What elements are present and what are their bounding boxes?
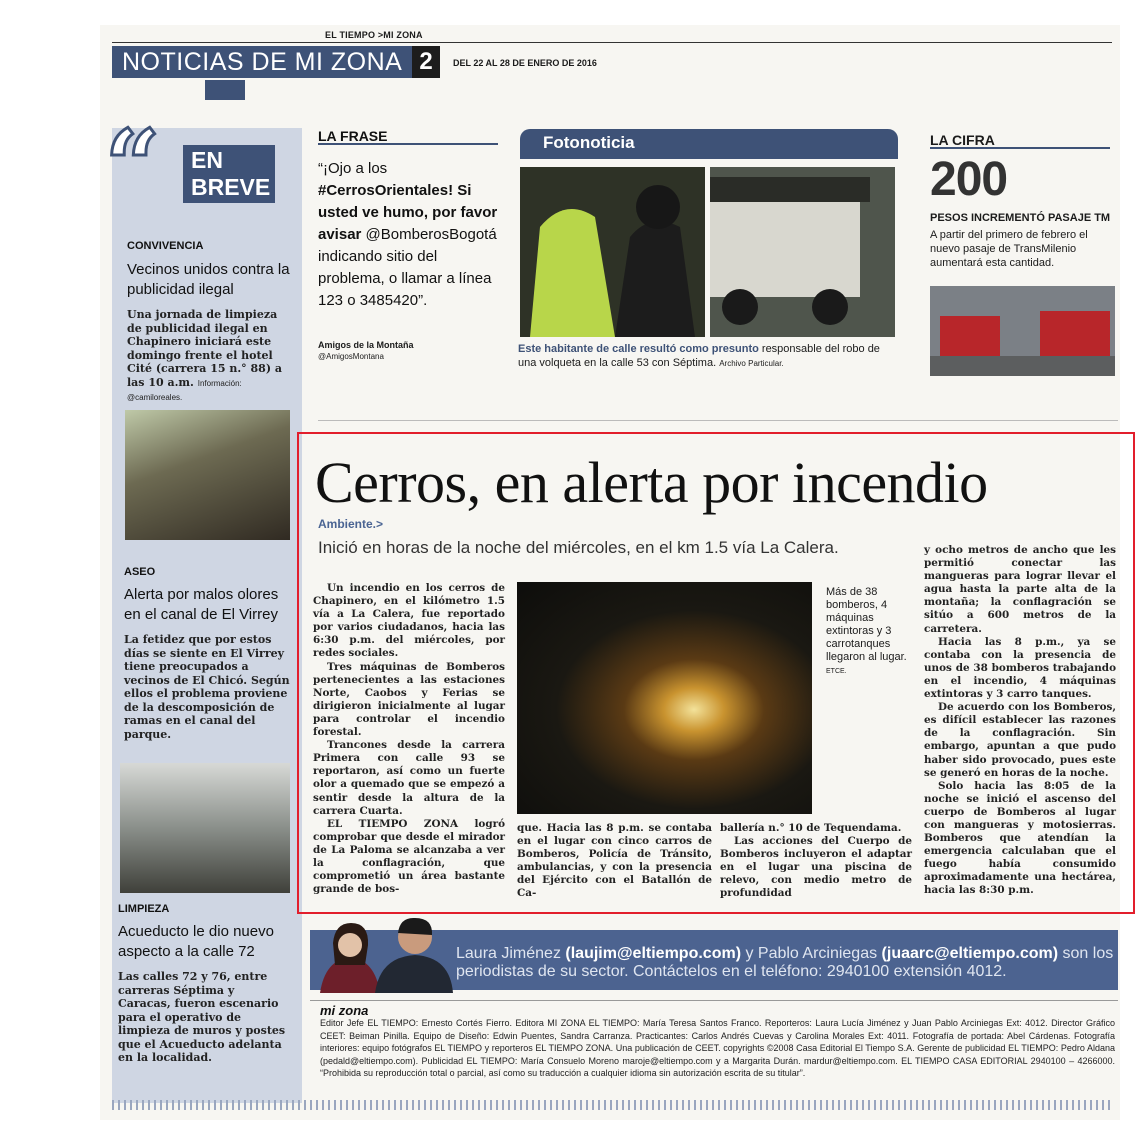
quote-part-c: @BomberosBogotá indicando sitio del problema, o llamar a línea 123 o 3485420”. (318, 226, 497, 309)
fotonoticia-caption (518, 342, 898, 371)
transmilenio-photo (930, 286, 1115, 376)
article-paragraph: Tres máquinas de Bomberos pertenecientes a las estaciones Norte, Caobos y Ferias se dirigieron inicialmente al lugar para controlar el incendio forestal. (313, 660, 505, 739)
article-paragraph: Las acciones del Cuerpo de Bomberos incluyeron el adaptar en el lugar una piscina de relevo, con medio metro de profundidad (720, 835, 912, 900)
fotonoticia-photo-truck (710, 167, 895, 337)
article-paragraph: Un incendio en los cerros de Chapinero, en el kilómetro 1.5 vía a La Calera, fue reportado por varios ciudadanos, hacia las 6:30 p.m. del miércoles, por redes sociales. (313, 582, 505, 660)
brief-label-aseo: ASEO (124, 566, 156, 578)
article-paragraph: que. Hacia las 8 p.m. se contaba en el lugar con cinco carros de Bomberos, Policía de Tránsito, ambulancias, y con la presencia del Ejército con el Batallón de Ca- (517, 822, 712, 900)
la-frase-handle: @AmigosMontana (318, 352, 384, 361)
journalist-1-name: Laura Jiménez (456, 945, 566, 962)
brief-title-limpieza: Acueducto le dio nuevo aspecto a la calle 72 (118, 923, 274, 960)
article-paragraph: ballería n.° 10 de Tequendama. (720, 822, 902, 834)
en-breve-line1: EN (191, 147, 223, 173)
journalists-and: y Pablo Arciniegas (741, 945, 882, 962)
journalists-contact: son los periodistas de su sector. Contáctelos en el teléfono: 2940100 extensión 4012. (456, 945, 1114, 980)
brief-title-aseo: Alerta por malos olores en el canal de El Virrey (124, 586, 279, 623)
brief-text-convivencia: Una jornada de limpieza de publicidad ilegal en Chapinero iniciará este domingo frente el hotel Cité (carrera 15 n.° 88) a las 10 a.m. (127, 308, 282, 389)
staff-credits: Editor Jefe EL TIEMPO: Ernesto Cortés Fierro. Editora MI ZONA EL TIEMPO: María Teresa Santos Franco. Reporteros: Laura Lucía Jiménez y Juan Pablo Arciniegas Ext: 4012. Director Gráfico CEET: Beiman Pinilla. Equipo de Diseño: Edwin Puentes, Sandra Carranza. Practicantes: Carlos Andrés Cuevas y Carolina Morales Ext: 4011. Fotografía de portada: Abel Cárdenas. Fotografía interiores: equipo fotógrafos EL TIEMPO y reporteros EL TIEMPO ZONA. Una publicación de CEET. copyrights ©2008 Casa Editorial El Tiempo S.A. Gerente de publicidad EL TIEMPO: Pedro Aldana (pedald@eltiempo.com). Publicidad EL TIEMPO: María Consuelo Moreno maroje@eltiempo.com y a Margarita Durán. mardur@eltiempo.com. EL TIEMPO CASA EDITORIAL 2940100 – 4266000. “Prohibida su reproducción total o parcial, así como su traducción a cualquier idioma sin autorización escrita de su titular”. (320, 1018, 1115, 1078)
brief-title-convivencia: Vecinos unidos contra la publicidad ilegal (127, 261, 290, 298)
caption-rest: responsable del robo de una volqueta en la calle 53 con Séptima. (518, 343, 880, 369)
mi-zona-logo: mi zona (320, 1003, 369, 1018)
brief-label-convivencia: CONVIVENCIA (127, 240, 204, 252)
en-breve-title (183, 145, 275, 203)
la-frase-label: LA FRASE (318, 128, 388, 144)
quote-part-a: “¡Ojo a los (318, 160, 388, 177)
article-column-4 (924, 544, 1116, 898)
journalists-portraits (315, 915, 455, 993)
brief-body-limpieza: Las calles 72 y 76, entre carreras Séptima y Caracas, fueron escenario para el operativo de limpieza de muros y postes que el Acueducto adelanta en la localidad. (118, 970, 286, 1064)
article-headline: Cerros, en alerta por incendio (315, 450, 988, 515)
article-column-2 (517, 822, 712, 901)
fire-photo (517, 582, 812, 814)
bottom-dot-pattern (112, 1100, 1112, 1110)
article-paragraph: EL TIEMPO ZONA logró comprobar que desde el mirador de La Paloma se alcanzaba a ver la conflagración, que comprometió un área bastante grande de bos- (313, 817, 505, 896)
fotonoticia-label: Fotonoticia (543, 133, 635, 152)
en-breve-line2: BREVE (191, 174, 271, 200)
brief-body-convivencia (127, 308, 295, 405)
brief-photo-sidewalk (120, 763, 290, 893)
journalists-text (456, 945, 1116, 981)
journalist-1-email[interactable]: (laujim@eltiempo.com) (565, 945, 742, 962)
journalists-photo (315, 915, 455, 993)
header-tab (205, 80, 245, 100)
caption-highlight: Este habitante de calle resultó como presunto (518, 343, 759, 355)
issue-dates: DEL 22 AL 28 DE ENERO DE 2016 (453, 58, 597, 68)
brief-credit-convivencia: Información: @camiloreales. (127, 378, 242, 402)
article-paragraph: y ocho metros de ancho que les permitió conectar las mangueras para lograr llevar el agua hasta la parte alta de la montaña; la conflagración se sitúo a 600 metros de la carretera. (924, 544, 1116, 635)
page-number: 2 (412, 46, 440, 78)
la-cifra-label: LA CIFRA (930, 132, 995, 148)
la-frase-rule (318, 143, 498, 145)
la-frase-quote (318, 158, 498, 312)
la-frase-author: Amigos de la Montaña (318, 340, 414, 350)
fire-caption-text: Más de 38 bomberos, 4 máquinas extintoras y 3 carrotanques llegaron al lugar. (826, 586, 907, 663)
article-paragraph: De acuerdo con los Bomberos, es difícil establecer las razones de la conflagración. Sin embargo, apuntan a que pudo haber sido provocado, pues este se generó en horas de la noche. (924, 701, 1116, 779)
fire-photo-caption (826, 586, 916, 678)
quote-part-b: #CerrosOrientales! Si usted ve humo, por favor avisar (318, 182, 498, 243)
la-cifra-text: A partir del primero de febrero el nuevo pasaje de TransMilenio aumentará esta cantidad. (930, 229, 1088, 269)
article-dek: Inició en horas de la noche del miércoles, en el km 1.5 vía La Calera. (318, 538, 839, 557)
article-column-3 (720, 822, 912, 901)
la-cifra-rule (930, 147, 1110, 149)
brief-photo-street-cleanup (125, 410, 290, 540)
article-column-1 (313, 582, 505, 896)
article-category: Ambiente.> (318, 517, 384, 531)
journalist-2-email[interactable]: (juaarc@eltiempo.com) (881, 945, 1059, 962)
la-cifra-number: 200 (930, 153, 1008, 206)
bus-illustration (930, 286, 1115, 376)
header-rule (112, 42, 1112, 43)
fire-caption-credit: ETCE. (826, 668, 847, 675)
section-title: NOTICIAS DE MI ZONA (112, 46, 412, 78)
article-paragraph: Solo hacia las 8:05 de la noche se inició el ascenso del cuerpo de Bomberos al lugar con mangueras y motosierras. Bomberos que atendían la emergencia calculaban que el fuego había consumido aproximadamente una hectárea, hacia las 8:30 p.m. (924, 779, 1116, 897)
article-paragraph: Trancones desde la carrera Primera con calle 93 se reportaron, así como un fuerte olor a quemado que se empezó a sentir desde la altura de la carrera Cuarta. (313, 739, 505, 817)
la-cifra-description: PESOS INCREMENTÓ PASAJE TM (930, 212, 1111, 224)
quote-icon: “ (105, 109, 161, 222)
section-kicker: EL TIEMPO >MI ZONA (325, 30, 423, 40)
fotonoticia-photo-police (520, 167, 705, 337)
section-separator (318, 420, 1118, 421)
brief-body-aseo: La fetidez que por estos días se siente en El Virrey tiene preocupados a vecinos de El Chicó. Según ellos el problema proviene de la descomposición de ramas en el canal del parque. (124, 633, 290, 741)
brief-label-limpieza: LIMPIEZA (118, 903, 170, 915)
caption-credit: Archivo Particular. (719, 359, 784, 368)
credits-rule (310, 1000, 1118, 1001)
truck-illustration (710, 167, 895, 337)
police-officer-illustration (520, 167, 705, 337)
article-paragraph: Hacia las 8 p.m., ya se contaba con la presencia de unos de 38 bomberos trabajando en el incendio, 4 máquinas extintoras y 3 carro tanques. (924, 635, 1116, 701)
